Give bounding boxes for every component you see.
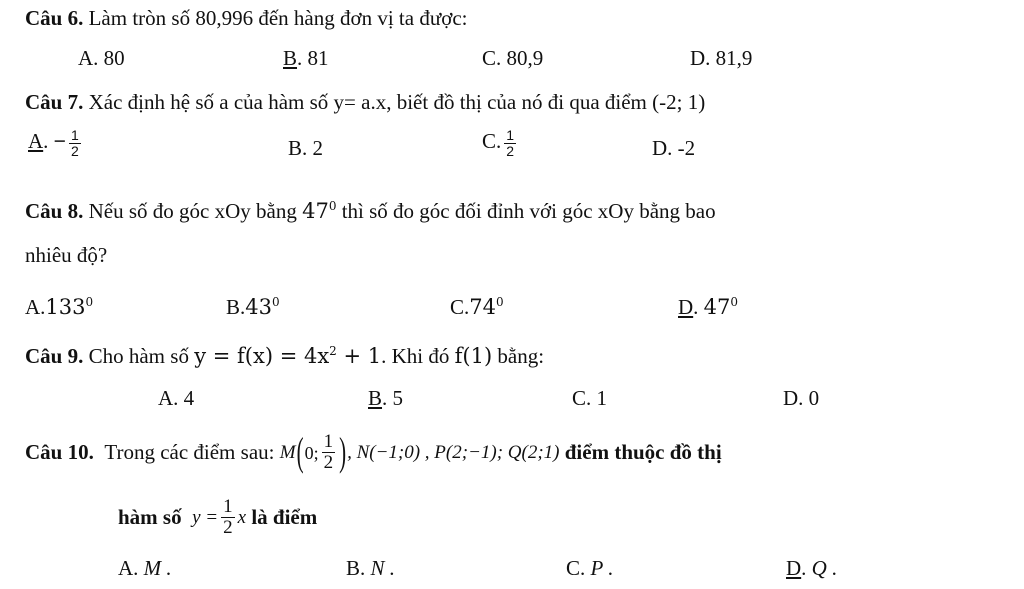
q8-option-b[interactable] [226, 296, 280, 318]
point-m-close-paren: ) [339, 428, 347, 475]
q7-option-c-numerator: 1 [506, 127, 515, 143]
q8-option-a-value: 133 [45, 295, 86, 319]
q8-option-d[interactable] [678, 296, 738, 318]
question-10-label: Câu 10. [25, 440, 94, 464]
q7-option-c-prefix: C. [482, 129, 502, 153]
q6-option-a-letter: A [78, 46, 94, 70]
q10-option-a-letter: A [118, 556, 134, 580]
q7-option-a-numerator: 1 [70, 127, 79, 143]
question-8-line2: nhiêu độ? [25, 243, 108, 267]
q10-option-c-text: P . [585, 556, 614, 580]
q8-option-b-value: 43 [245, 295, 272, 319]
q9-option-d-sep: . [798, 386, 804, 410]
question-8-label: Câu 8. [25, 199, 84, 223]
q9-option-c-sep: . [586, 386, 592, 410]
question-10-text: Trong các điểm sau: [104, 440, 275, 464]
q10-option-d-letter: D [786, 556, 802, 580]
q9-option-c-letter: C [572, 386, 587, 410]
function-x: x [237, 506, 247, 528]
q8-option-b-sep: . [240, 295, 246, 319]
q8-option-d-value: 47 [703, 295, 731, 319]
q6-option-d[interactable] [690, 48, 752, 69]
q7-option-a[interactable] [28, 128, 84, 158]
q7-option-a-denominator: 2 [70, 142, 79, 159]
q6-option-a-text: 80 [98, 46, 125, 70]
q6-option-b-letter: B [283, 46, 298, 70]
function-numerator: 1 [223, 495, 233, 517]
question-9-text-before: Cho hàm số [88, 344, 195, 368]
q8-option-a-degree: 0 [85, 295, 94, 309]
q8-option-d-sep: . [693, 295, 704, 319]
q7-option-a-sign: − [53, 130, 66, 153]
q8-option-c-value: 74 [469, 295, 496, 319]
q7-option-b[interactable]: B. 2 [288, 136, 324, 160]
q7-option-a-fraction [69, 128, 81, 158]
question-6-label: Câu 6. [25, 6, 84, 30]
q8-option-c[interactable] [450, 296, 504, 318]
q10-option-d-sep: . [801, 556, 807, 580]
question-9-formula-rhs: + 1 [336, 344, 382, 368]
q10-option-d-text: Q . [806, 556, 838, 580]
q10-option-b-text: N . [365, 556, 396, 580]
q8-option-a-sep: . [40, 295, 46, 319]
q8-option-a[interactable] [25, 296, 93, 318]
question-8 [25, 200, 716, 222]
q10-option-a[interactable] [118, 558, 172, 579]
question-9-f1: f(1) [454, 344, 493, 368]
question-9-text-after: bằng: [492, 344, 545, 368]
question-9-exponent: 2 [329, 344, 337, 358]
q9-option-a-letter: A [158, 386, 174, 410]
q9-option-c[interactable] [572, 388, 607, 409]
q8-option-d-degree: 0 [730, 295, 739, 309]
question-7 [25, 92, 705, 113]
q9-option-c-text: 1 [591, 386, 608, 410]
q9-option-d-letter: D [783, 386, 799, 410]
question-10-line2-after: là điểm [251, 504, 318, 529]
q6-option-c[interactable] [482, 48, 543, 69]
q9-option-b-letter: B [368, 386, 383, 410]
point-m-fraction [322, 432, 336, 473]
q9-option-b[interactable] [368, 388, 403, 409]
q8-option-d-letter: D [678, 295, 694, 319]
q9-option-a-sep: . [173, 386, 179, 410]
point-m-x: 0; [304, 442, 319, 463]
q9-option-b-text: 5 [387, 386, 404, 410]
point-m-denominator: 2 [323, 452, 334, 473]
q10-option-c-sep: . [580, 556, 586, 580]
q8-option-a-letter: A [25, 295, 41, 319]
question-10-line2 [118, 492, 317, 542]
question-8-text-after: thì số đo góc đối đỉnh với góc xOy bằng bao [336, 199, 716, 223]
q10-option-b[interactable] [346, 558, 395, 579]
question-10-line2-before: hàm số [118, 504, 182, 529]
q6-option-b[interactable] [283, 48, 329, 69]
question-9 [25, 345, 544, 367]
q6-option-a[interactable] [78, 48, 125, 69]
question-9-label: Câu 9. [25, 344, 84, 368]
question-7-label: Câu 7. [25, 90, 84, 114]
question-6-text: Làm tròn số 80,996 đến hàng đơn vị ta được: [88, 6, 468, 30]
q10-option-a-sep: . [133, 556, 139, 580]
q6-option-d-letter: D [690, 46, 706, 70]
q9-option-d-text: 0 [803, 386, 820, 410]
point-m-numerator: 1 [323, 431, 334, 453]
point-m-open-paren: ( [296, 428, 304, 475]
q7-option-c-fraction [504, 128, 516, 158]
question-10-bold-end: điểm thuộc đồ thị [564, 440, 722, 464]
q8-option-c-degree: 0 [496, 295, 504, 309]
q9-option-b-sep: . [382, 386, 388, 410]
q10-option-a-text: M . [138, 556, 172, 580]
q10-option-c[interactable] [566, 558, 613, 579]
q6-option-d-text: 81,9 [710, 46, 753, 70]
q8-option-b-letter: B [226, 295, 241, 319]
q6-option-b-text: 81 [302, 46, 329, 70]
q7-option-c[interactable] [482, 128, 519, 158]
q7-option-a-sep: . [43, 129, 49, 153]
question-7-text: Xác định hệ số a của hàm số y= a.x, biết đồ thị của nó đi qua điểm (-2; 1) [88, 90, 706, 114]
q7-option-d[interactable]: D. -2 [652, 136, 696, 160]
question-8-angle: 47 [302, 199, 329, 223]
q6-option-c-sep: . [496, 46, 502, 70]
function-fraction [221, 497, 235, 538]
question-9-text-mid: . Khi đó [381, 344, 455, 368]
function-denominator: 2 [223, 516, 233, 538]
q10-option-d[interactable] [786, 558, 837, 579]
question-8-degree: 0 [328, 199, 337, 213]
point-m-name: M [279, 442, 296, 463]
q6-option-b-sep: . [297, 46, 303, 70]
q9-option-d[interactable] [783, 388, 819, 409]
question-9-formula-lhs: y = f(x) = 4x [194, 344, 330, 368]
q9-option-a-text: 4 [178, 386, 195, 410]
q7-option-a-letter: A [28, 129, 44, 153]
q6-option-a-sep: . [93, 46, 99, 70]
q7-option-c-denominator: 2 [506, 142, 515, 159]
q6-option-d-sep: . [705, 46, 711, 70]
points-rest: , N(−1;0) , P(2;−1); Q(2;1) [347, 442, 560, 463]
q10-option-b-sep: . [360, 556, 366, 580]
question-8-text-before: Nếu số đo góc xOy bằng [88, 199, 303, 223]
question-6 [25, 8, 467, 29]
q10-option-b-letter: B [346, 556, 361, 580]
q8-option-c-letter: C [450, 295, 465, 319]
q6-option-c-text: 80,9 [501, 46, 544, 70]
function-y: y = [192, 506, 219, 528]
q10-option-c-letter: C [566, 556, 581, 580]
q6-option-c-letter: C [482, 46, 497, 70]
question-10 [25, 425, 722, 480]
q9-option-a[interactable] [158, 388, 194, 409]
q8-option-b-degree: 0 [272, 295, 280, 309]
q8-option-c-sep: . [464, 295, 470, 319]
